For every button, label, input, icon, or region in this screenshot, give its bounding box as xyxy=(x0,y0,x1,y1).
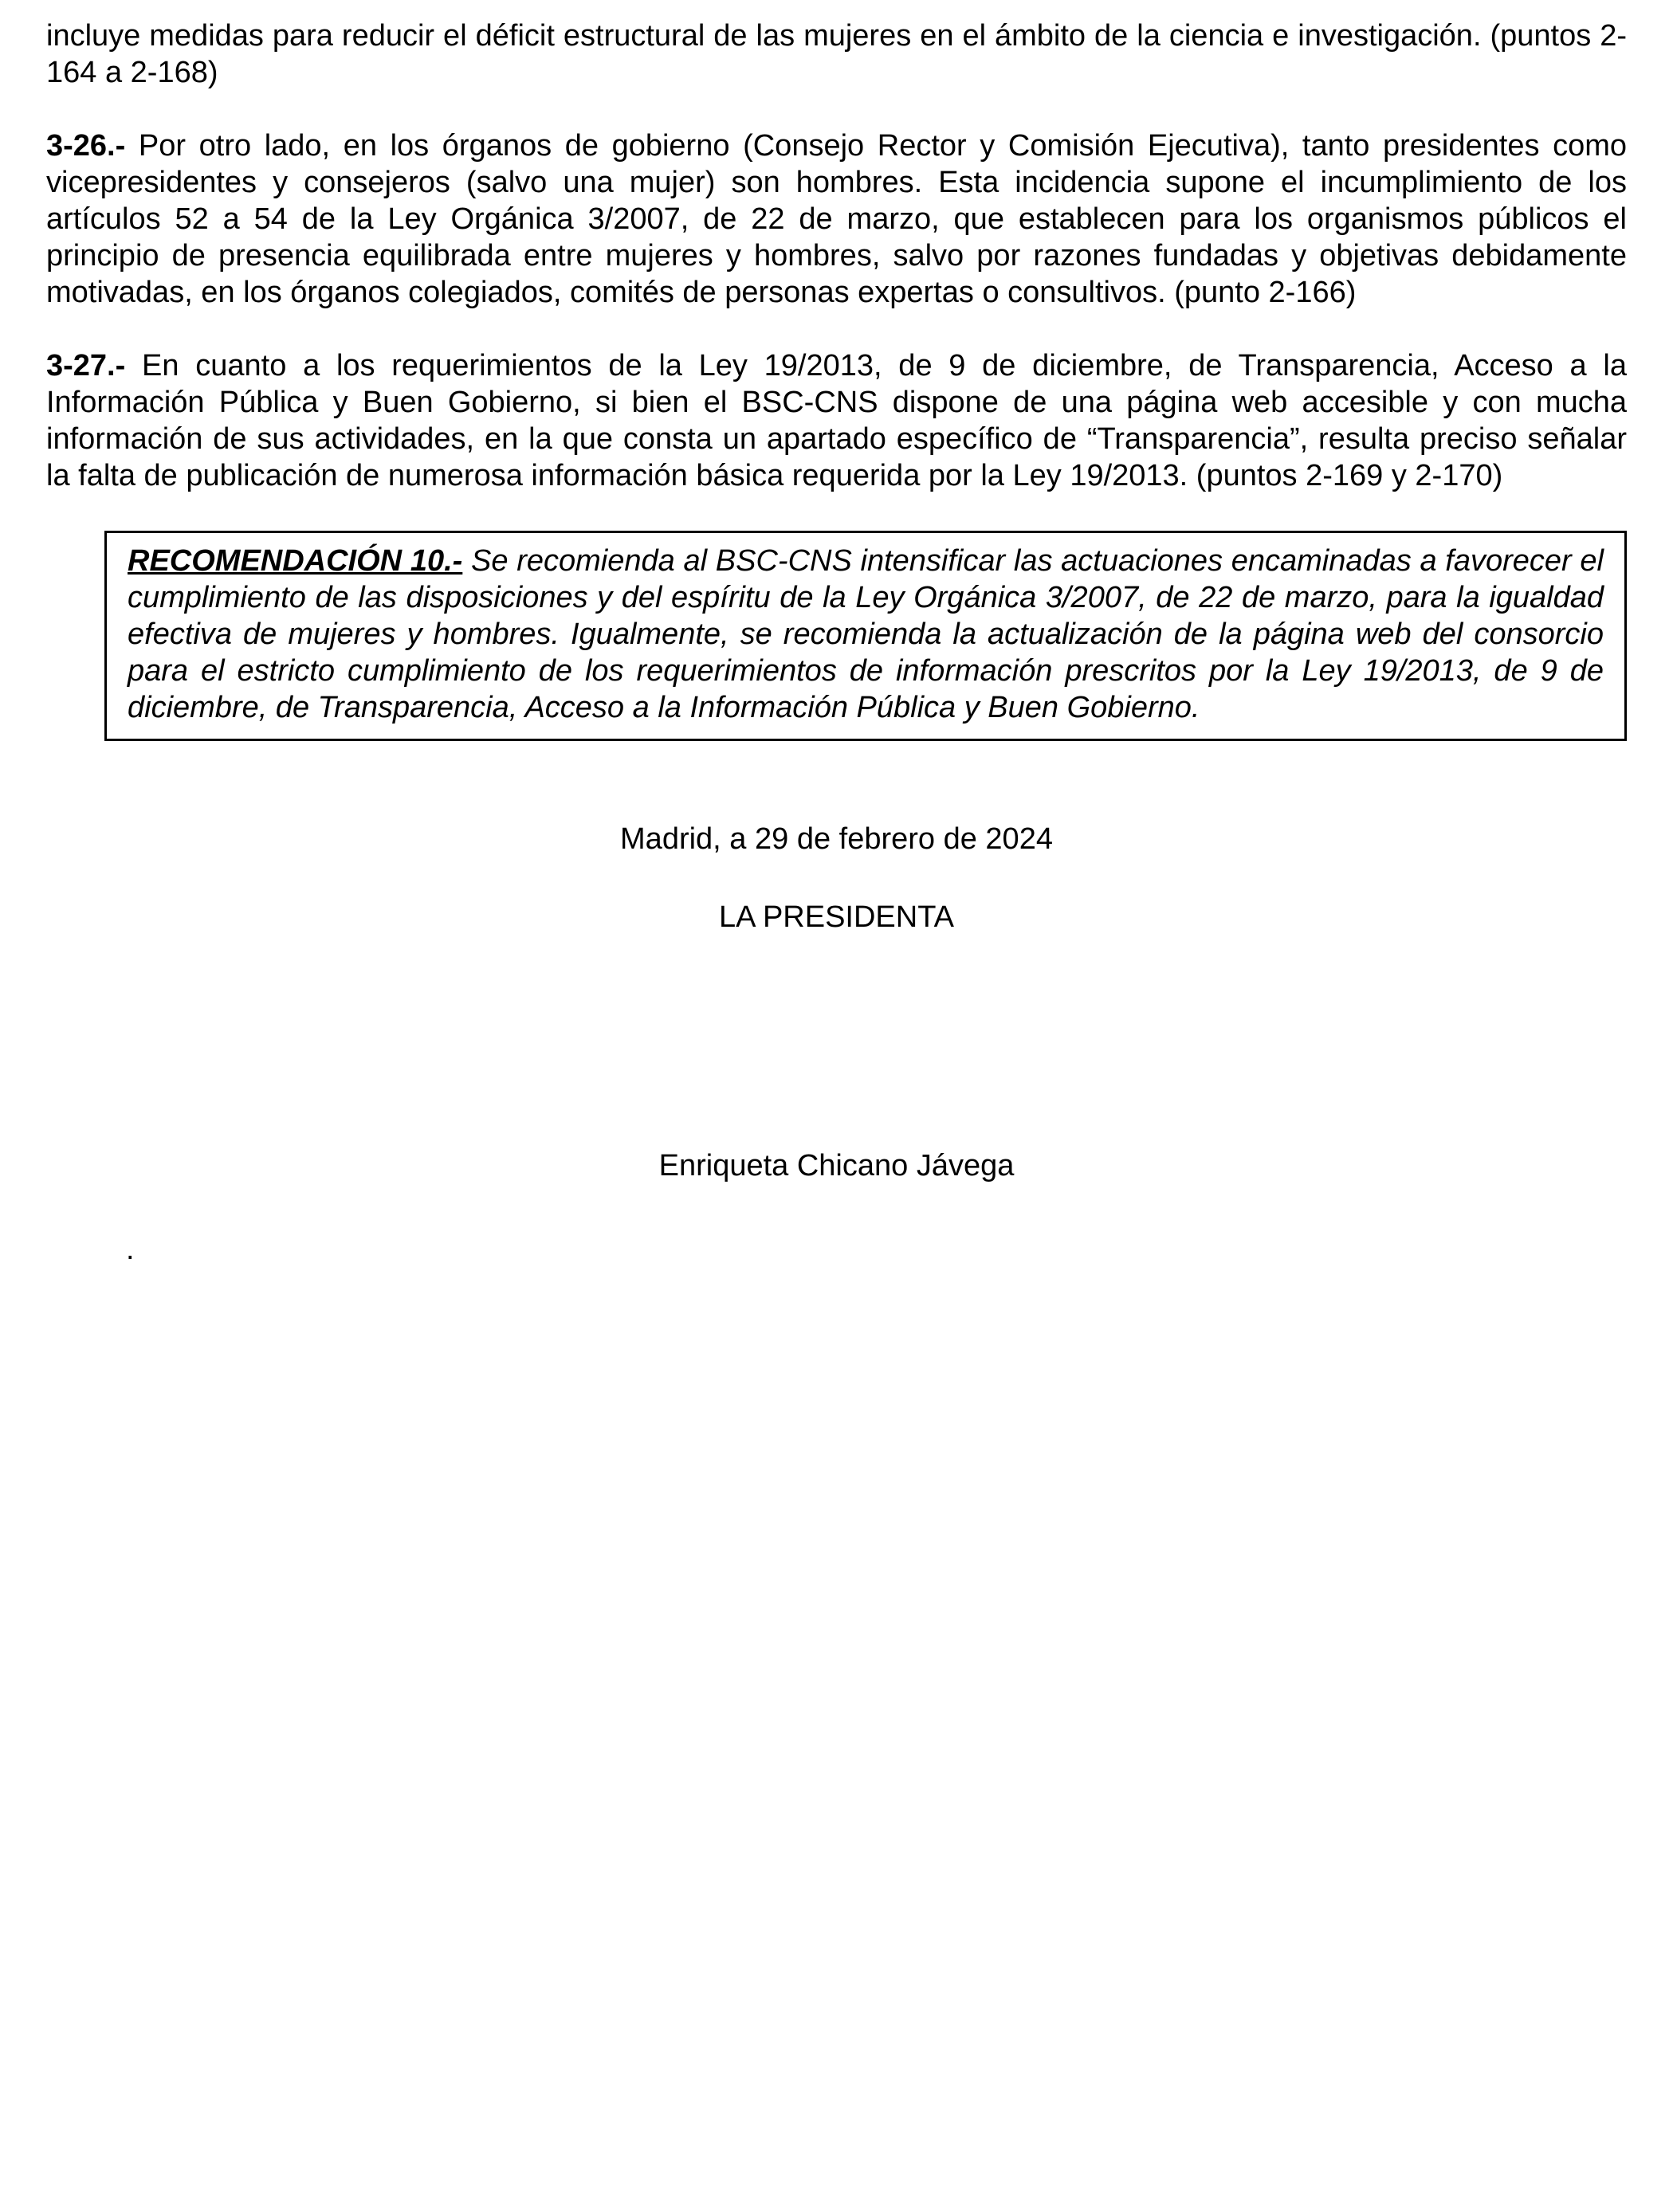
recommendation-box xyxy=(104,531,1627,741)
paragraph-text: incluye medidas para reducir el déficit estructural de las mujeres en el ámbito de la ciencia e investigación. (puntos 2-164 a 2-168) xyxy=(46,19,1627,89)
recommendation-label: RECOMENDACIÓN 10.- xyxy=(128,544,463,578)
recommendation-paragraph xyxy=(128,543,1604,726)
paragraph-3-27 xyxy=(46,347,1627,494)
trailing-period: . xyxy=(126,1233,135,1266)
paragraph-continuation xyxy=(46,18,1627,91)
paragraph-3-26 xyxy=(46,127,1627,311)
recommendation-text: Se recomienda al BSC-CNS intensificar las actuaciones encaminadas a favorecer el cumplimiento de las disposiciones y del espíritu de la Ley Orgánica 3/2007, de 22 de marzo, para la igualdad efectiva de mujeres y hombres. Igualmente, se recomienda la actualización de la página web del consorcio para el estricto cumplimiento de los requerimientos de información prescritos por la Ley 19/2013, de 9 de diciembre, de Transparencia, Acceso a la Información Pública y Buen Gobierno. xyxy=(128,544,1604,724)
paragraph-text: En cuanto a los requerimientos de la Ley 19/2013, de 9 de diciembre, de Transparencia, Acceso a la Información Pública y Buen Gobierno, si bien el BSC-CNS dispone de una página web accesible y con mucha información de sus actividades, en la que consta un apartado específico de “Transparencia”, resulta preciso señalar la falta de publicación de numerosa información básica requerida por la Ley 19/2013. (puntos 2-169 y 2-170) xyxy=(46,349,1627,492)
paragraph-label: 3-27.- xyxy=(46,349,126,382)
paragraph-label: 3-26.- xyxy=(46,129,126,163)
paragraph-text: Por otro lado, en los órganos de gobierno (Consejo Rector y Comisión Ejecutiva), tanto presidentes como vicepresidentes y consejeros (salvo una mujer) son hombres. Esta incidencia supone el incumplimiento de los artículos 52 a 54 de la Ley Orgánica 3/2007, de 22 de marzo, que establecen para los organismos públicos el principio de presencia equilibrada entre mujeres y hombres, salvo por razones fundadas y objetivas debidamente motivadas, en los órganos colegiados, comités de personas expertas o consultivos. (punto 2-166) xyxy=(46,129,1627,309)
signer-name: Enriqueta Chicano Jávega xyxy=(658,1149,1015,1182)
signer-title: LA PRESIDENTA xyxy=(719,900,954,934)
date-line: Madrid, a 29 de febrero de 2024 xyxy=(620,822,1053,856)
